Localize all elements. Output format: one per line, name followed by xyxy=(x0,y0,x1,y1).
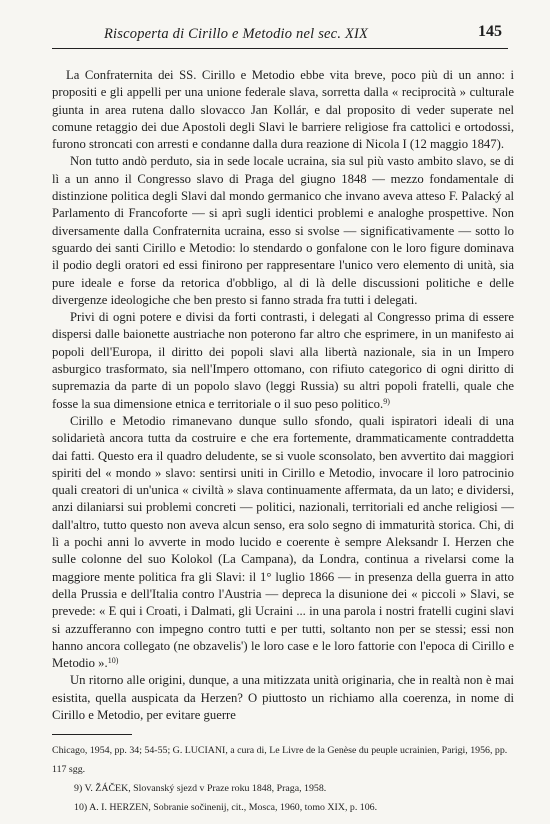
footnote-ref-9: 9) xyxy=(383,396,390,406)
body-text xyxy=(52,67,514,724)
paragraph: La Confraternita dei SS. Cirillo e Metodio ebbe vita breve, poco più di un anno: i propositi e gli appelli per una unione federale slava, sorretta dalla « reciprocità » culturale giunta in area rutena dallo slovacco Jan Kollár, e dal proposito di veder superate nel comune retaggio dei due Apostoli degli Slavi le barriere religiose fra cattolici e ortodossi, furono stroncati con arresti e condanne dalla dura reazione di Nicola I (12 maggio 1847). xyxy=(52,68,514,152)
page-number: 145 xyxy=(478,23,502,40)
paragraph-text: Privi di ogni potere e divisi da forti contrasti, i delegati al Congresso prima di essere dispersi dalle baionette austriache non poterono far altro che esprimere, in un manifesto ai popoli dell'Europa, il diritto dei popoli slavi alla libertà nazionale, sia in un Impero asburgico trasformato, sia nell'Impero ottomano, con rifiuto categorico di ogni diritto di supremazia da parte di un popolo slavo (leggi Russia) su altri popoli fratelli, quale che fosse la sua dimensione etnica e territoriale o il suo peso politico. xyxy=(52,310,514,411)
paragraph: Un ritorno alle origini, dunque, a una mitizzata unità originaria, che in realtà non è mai esistita, quella auspicata da Herzen? O piuttosto un richiamo alla coerenza, in nome di Cirillo e Metodio, per evitare guerre xyxy=(52,673,514,722)
paragraph: Non tutto andò perduto, sia in sede locale ucraina, sia sul più vasto ambito slavo, se di lì a un anno il Congresso slavo di Praga del giugno 1848 — mezzo fondamentale di distinzione politica degli Slavi dal mondo germanico che invano aveva atteso F. Palacký al Parlamento di Francoforte — si aprì sugli identici problemi e analoghe prospettive. Non diversamente dalla Confraternita ucraina, esso si svolse — significativamente — sotto lo sguardo dei santi Cirillo e Metodio: lo stendardo o gonfalone con le loro figure dominava il podio degli oratori ed essi finirono per rappresentare l'unico vero elemento di unità, sia pure ideale e forse da retorica d'obbligo, al di là delle discussioni politiche e delle divergenze ideologiche che ben presto si fanno strada fra tutti i delegati. xyxy=(52,154,514,307)
paragraph xyxy=(52,413,514,672)
footnote-continuation: Chicago, 1954, pp. 34; 54-55; G. LUCIANI, a cura di, Le Livre de la Genèse du peuple ucrainien, Parigi, 1956, pp. 117 sgg. xyxy=(52,745,508,776)
footnote-9: 9) V. ŽÁČEK, Slovanský sjezd v Praze roku 1848, Praga, 1958. xyxy=(74,783,327,795)
footnote-rule xyxy=(52,734,508,817)
footnote-10: 10) A. I. HERZEN, Sobranie sočinenij, cit., Mosca, 1960, tomo XIX, p. 106. xyxy=(74,802,378,814)
page-header xyxy=(52,23,508,49)
footnote-ref-10: 10) xyxy=(107,656,119,666)
paragraph xyxy=(52,309,514,413)
paragraph-text: Cirillo e Metodio rimanevano dunque sullo sfondo, quali ispiratori ideali di una solidarietà ancora tutta da costruire e che era fortemente, drammaticamente contraddetta dai fatti. Questo era il quadro deludente, se si vuole sconsolato, ben avvertito dai maggiori spiriti del « mondo » slavo: sentirsi uniti in Cirillo e Metodio, invocare il loro patrocinio quali creatori di un'unica « civiltà » slava continuamente affermata, da un lato; e dividersi, anzi dilaniarsi sui problemi concreti — politici, nazionali, territoriali ed anche religiosi — dall'altro, tutto questo non aveva alcun senso, era solo segno di immaturità storica. Chi, di lì a pochi anni lo avverte in modo lucido e coerente è sempre Aleksandr I. Herzen che sulle colonne del suo Kolokol (La Campana), da Londra, continua a rivelarsi come la maggiore mente politica fra gli Slavi: il 1° luglio 1866 — in presenza della guerra in atto della Prussia e dell'Italia contro l'Austria — depreca la disunione dei « piccoli » Slavi, se prevede: « E qui i Croati, i Dalmati, gli Ucraini ... in una parola i nostri fratelli cugini slavi si azzufferanno con impegno contro tutti e per tutti, soltanto non per se stessi; essi non hanno ancora collegato (ne obzavelis') le loro case e le loro fattorie con l'epoca di Cirillo e Metodio ». xyxy=(52,413,514,671)
footnotes xyxy=(52,741,514,817)
running-head: Riscoperta di Cirillo e Metodio nel sec. XIX xyxy=(104,26,369,42)
